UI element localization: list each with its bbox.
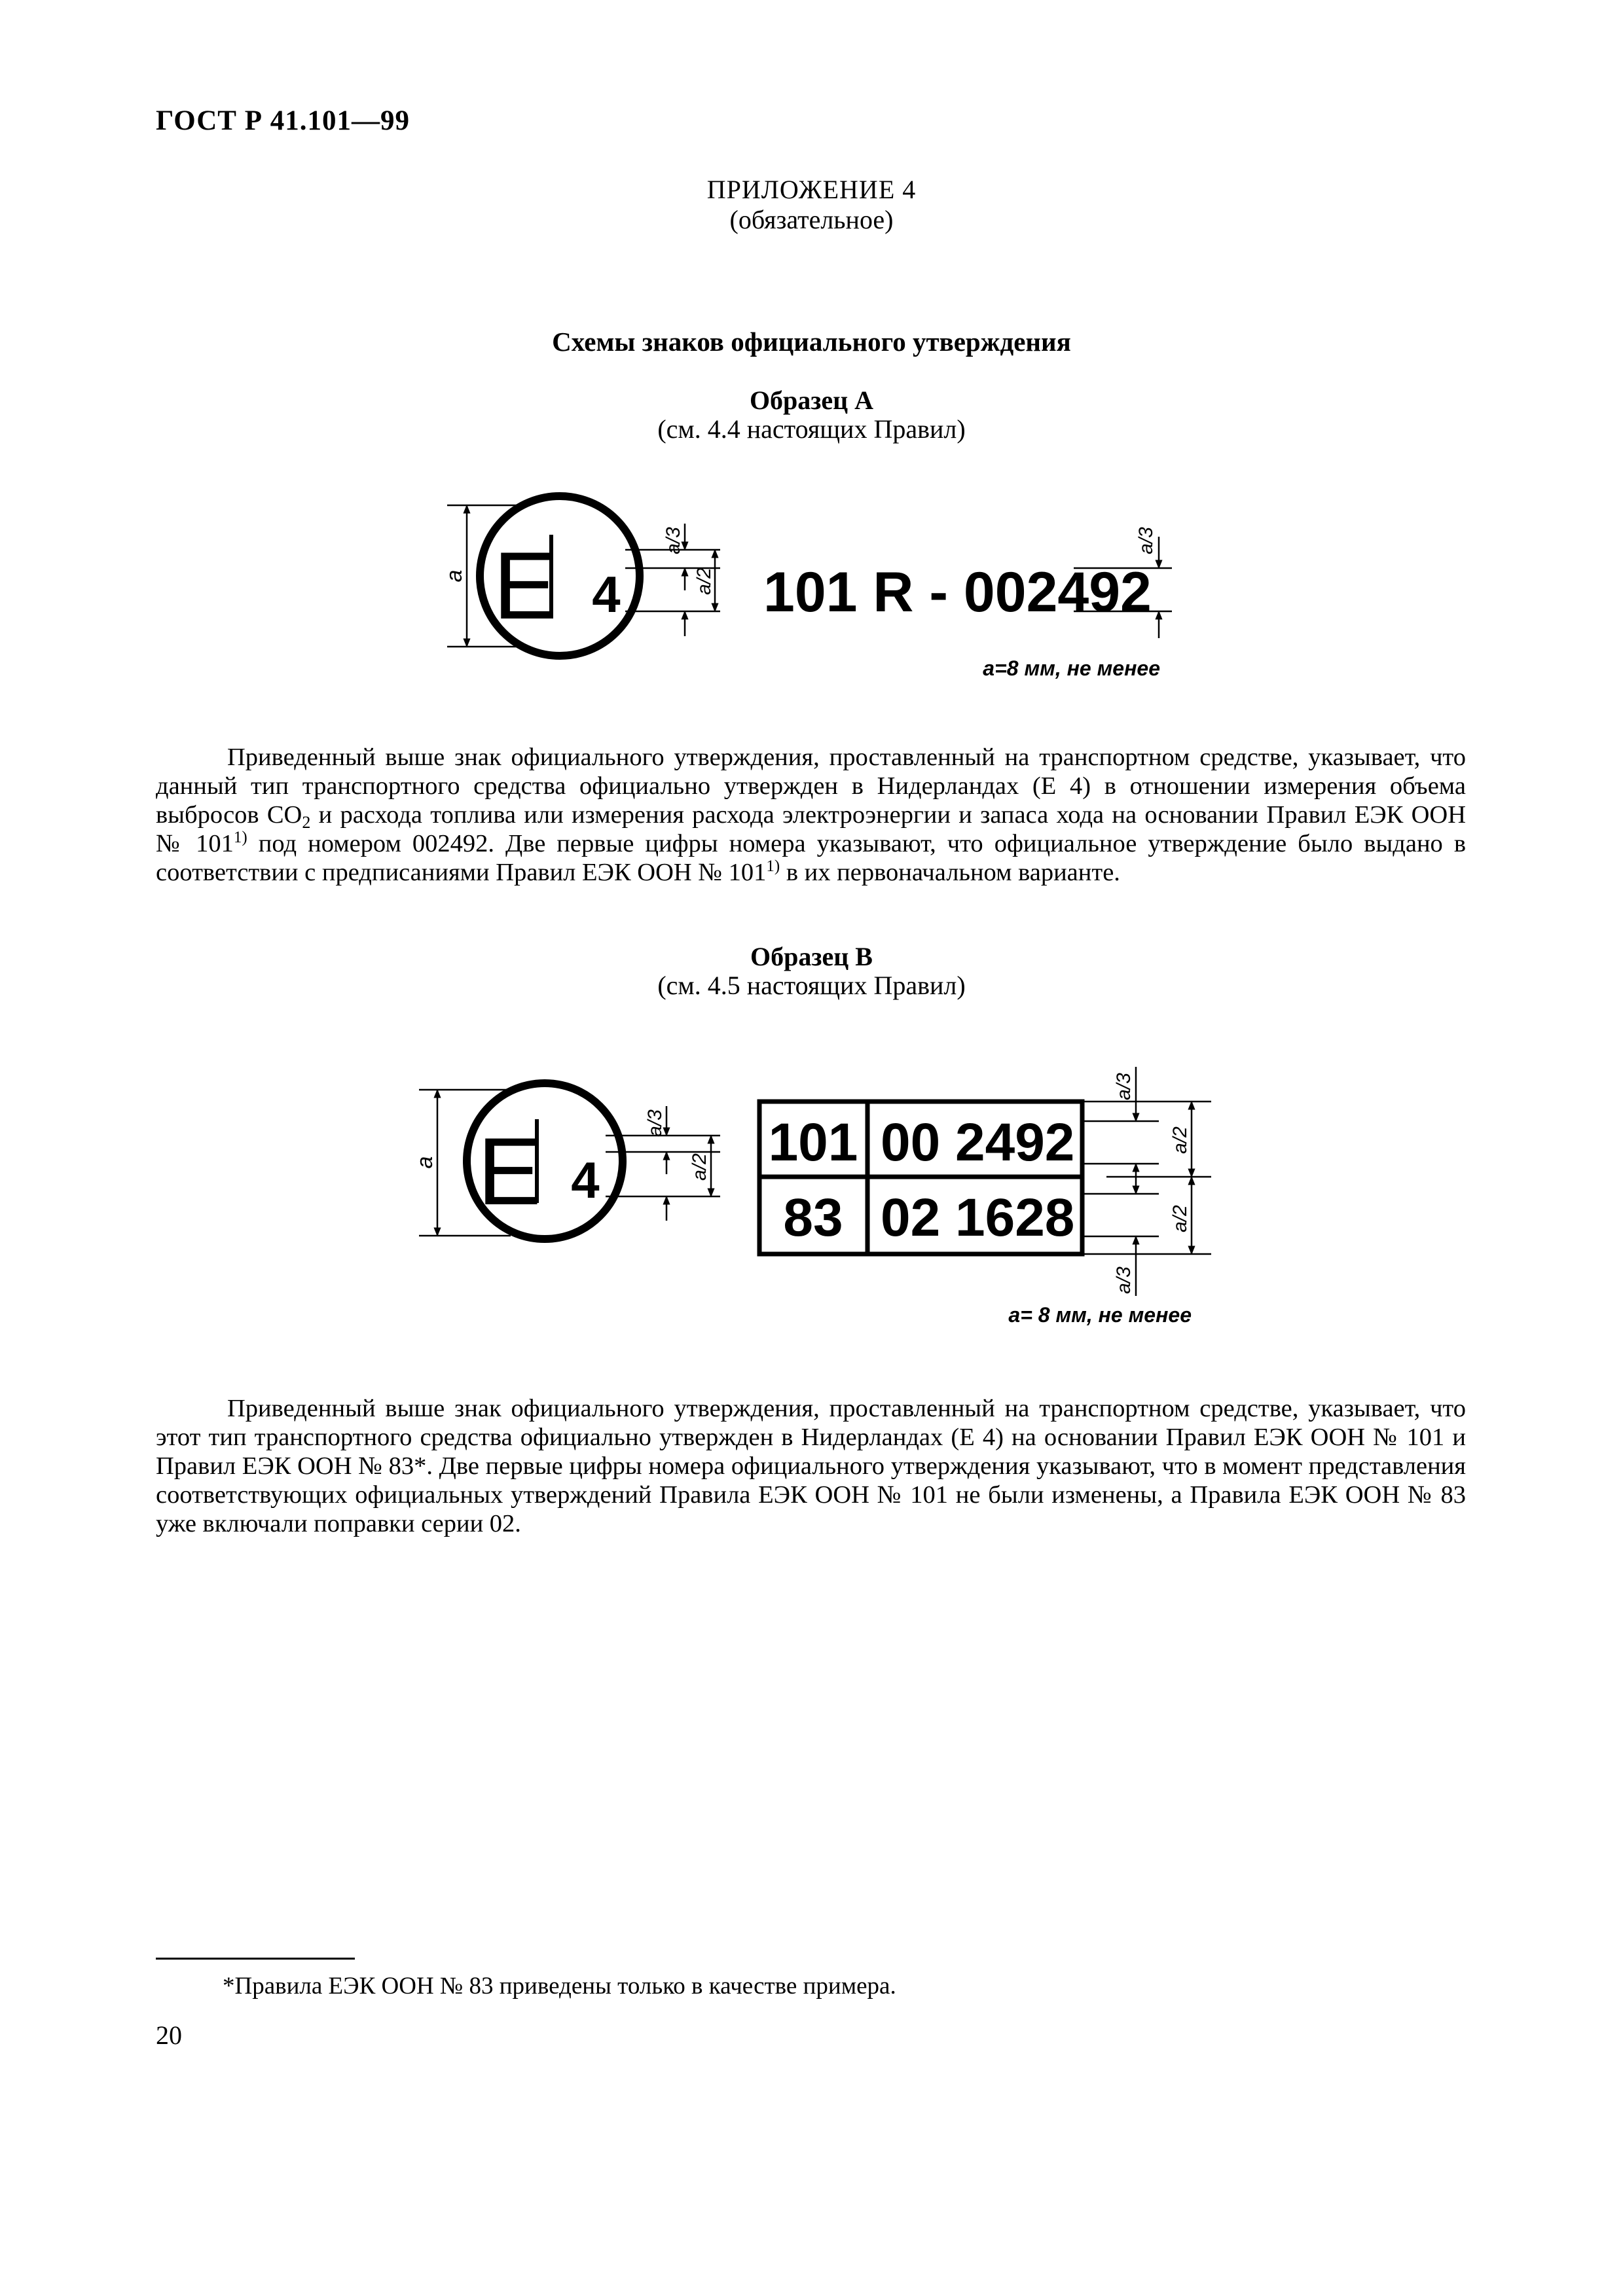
table-row2-number: 02 1628	[881, 1188, 1075, 1247]
sample-a-approval-mark-figure	[0, 0, 1623, 707]
footnote: *Правила ЕЭК ООН № 83 приведены только в качестве примера.	[223, 1973, 896, 2000]
dimension-label-a3-top: a/3	[1113, 1073, 1135, 1100]
dimension-label-a2-lower: a/2	[1169, 1205, 1191, 1232]
dimension-label-a: a	[442, 569, 467, 583]
sample-b-description: Приведенный выше знак официального утверждения, проставленный на транспортном средстве, указывает, что этот тип транспортного средства официально утвержден в Нидерландах (Е 4) на основании Правил ЕЭК ООН № 101 и Правил ЕЭК ООН № 83*. Две первые цифры номера официального утверждения указывают, что в момент представления соответствующих официальных утверждений Правила ЕЭК ООН № 101 не были изменены, а Правила ЕЭК ООН № 83 уже включали поправки серии 02.	[156, 1395, 1466, 1537]
mark-letter-e-b: E	[477, 1118, 541, 1225]
sample-a-description: Приведенный выше знак официального утверждения, проставленный на транспортном средстве, указывает, что данный тип транспортного средства официально утвержден в Нидерландах (Е 4) в отношении измерения объема выбросов $CO_2$ и расхода топлива или измерения расхода электроэнергии и запаса хода на основании Правил ЕЭК ООН № 101$^{1)}$ под номером 002492. Две первые цифры номера указывают, что официальное утверждение было выдано в соответствии с предписаниями Правил ЕЭК ООН № 101$^{1)}$ в их первоначальном варианте.	[156, 744, 1466, 886]
dimension-label-a2: a/2	[693, 567, 715, 595]
sample-a-title: Образец А	[749, 386, 874, 415]
size-note: a=8 мм, не менее	[983, 656, 1160, 680]
dimension-label-a3-right: a/3	[1135, 527, 1157, 554]
page-number: 20	[156, 2020, 182, 2050]
dimension-label-a2-upper: a/2	[1169, 1126, 1191, 1154]
section-title: Схемы знаков официального утверждения	[552, 327, 1071, 357]
approval-number: 101 R - 002492	[763, 561, 1152, 624]
annex-title: ПРИЛОЖЕНИЕ 4	[706, 175, 917, 204]
sample-a-reference: (см. 4.4 настоящих Правил)	[657, 414, 966, 444]
mark-letter-e: E	[493, 532, 557, 639]
sample-b-approval-mark-figure	[0, 1034, 1623, 1348]
sample-b-title: Образец В	[750, 942, 873, 971]
footnote-separator	[156, 1958, 355, 1960]
mark-country-number: 4	[592, 565, 621, 623]
table-row2-regulation: 83	[783, 1188, 843, 1247]
sample-b-reference: (см. 4.5 настоящих Правил)	[657, 971, 966, 1000]
annex-status-note: (обязательное)	[729, 205, 894, 234]
dimension-label-a2-b: a/2	[689, 1153, 710, 1181]
table-row1-regulation: 101	[768, 1113, 858, 1172]
dimension-label-a3-bottom: a/3	[1113, 1266, 1135, 1294]
dimension-label-a-b: a	[412, 1156, 437, 1169]
size-note-b: a= 8 мм, не менее	[1008, 1303, 1192, 1327]
dimension-label-a3-b: a/3	[644, 1109, 666, 1137]
mark-country-number-b: 4	[571, 1151, 600, 1209]
document-header-code: ГОСТ Р 41.101—99	[156, 105, 410, 136]
dimension-label-a3: a/3	[663, 527, 684, 554]
table-row1-number: 00 2492	[881, 1113, 1075, 1172]
